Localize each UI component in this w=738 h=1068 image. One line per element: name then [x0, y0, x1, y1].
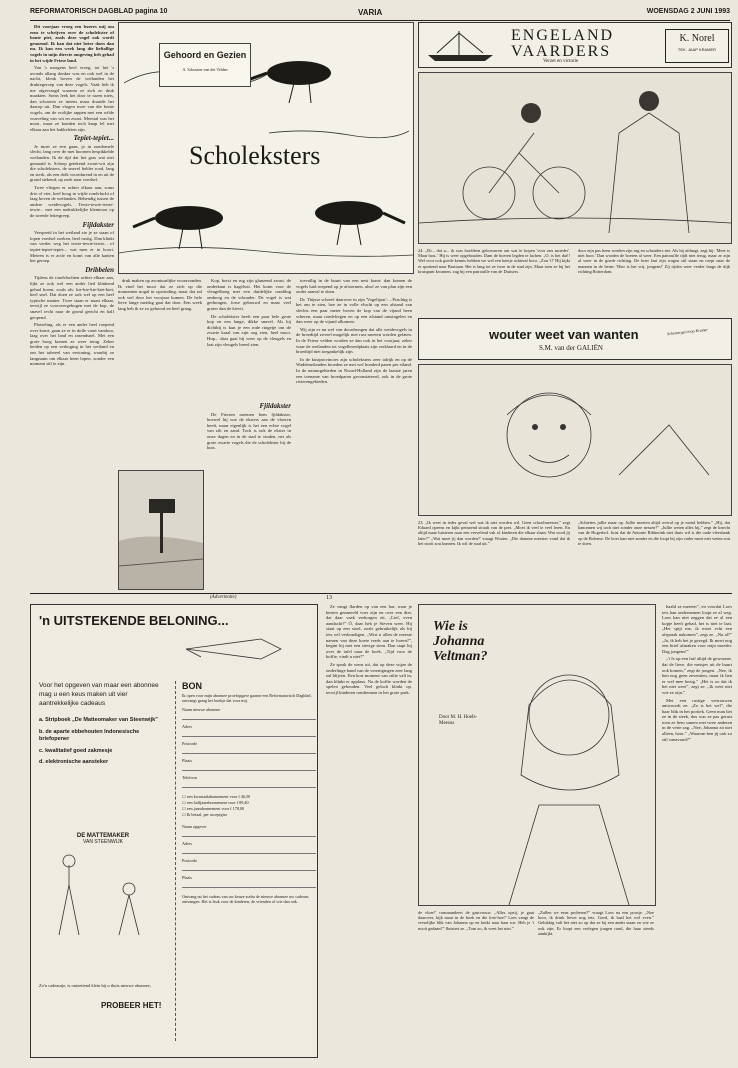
- brand-title: DE MATTEMAKER: [76, 833, 130, 839]
- advertisement: [30, 604, 318, 1058]
- boy-drawing: [419, 365, 731, 515]
- section-title: VARIA: [358, 8, 383, 17]
- sign-photo: [119, 471, 203, 589]
- subheading: Tepiet-tepiet...: [73, 134, 114, 143]
- story-paragraph: Ze vangt flarden op van een bar, waar je besten gezaneeld voer zijn en over een dier, dat daar vaak verborgen zit. „Lief, even aandacht?” Ó, daar heb je Steven weer. Hij staat op een stoel, zoals gebruikelijk als hij iets wil verkondigen. „Wist u allen de meeste namen van deze koeie reeds aan te horen?”, begint hij met een stevige stem. Dan stapt hij over de tafel naar de hoek. „Tijd voor de koffie, vindt u niet?”: [326, 604, 412, 660]
- coupon-field-label: Adres: [182, 724, 193, 729]
- article-column-mid-d: [296, 278, 412, 588]
- ad-item: c. kwalitatief goed zakmesje: [39, 747, 113, 754]
- comic-panel: [418, 72, 732, 244]
- ad-intro: Voor het opgeven van maar een abonnee mag u een keus maken uit vier aantrekkelijke cadeaus: [39, 682, 159, 707]
- serial-title: Veltman?: [433, 649, 488, 664]
- story-paragraph: „'t Is op een fuif altijd de gewoonte, dat de lieve, die meisjes uit de buurt ook komen,” zegt de jongen. „Nee, ik ben nog geen zeventien, maar ik ben er wel mee bezig.” „Het is zo dat ik het niet weet”, zegt ze. „Ik weet niet wie ze zijn.”: [662, 656, 732, 695]
- column-byline: A. Schouten-van der Velden: [182, 67, 228, 72]
- comic-engelandvaarders: [418, 22, 732, 312]
- article-intro: Dit voorjaar vroeg een lezeres mij om eens te schrijven over de scholekster of bonte piet, zoals deze vogel ook wordt genoemd. Ik kan dat niet beter doen dan nu. Ik kan een week lang die lieftallige vogels in mijn directe omgeving heb gehad in het wijde Friese land.: [30, 24, 114, 63]
- coupon: [175, 681, 316, 1041]
- serial-illustration: [418, 604, 656, 906]
- serial-title: Johanna: [433, 634, 485, 649]
- article-column-left: [30, 24, 114, 589]
- comic-author: S.M. van der GALIËN: [539, 344, 603, 352]
- page-header: [30, 6, 730, 21]
- article-paragraph: Je moet ze een gaan, ja in zondomele slecht, lang over de met hoornen hespikkelde weilanden. Ik de tijd dat het gras wat niet gemaaid is. Scherp getekend zwart-wit zijn die scholeksters, de snavel helder rood, lang en sterk, als een dolk voortdurend in en uit de grond stekend, op zoek naar voedsel.: [30, 143, 114, 183]
- coupon-field-label: Naam opgever: [182, 824, 207, 829]
- ad-footer: Zo'n cadeautje, is ontzettend klein bij u thuis nieuwe abonnee,: [39, 983, 151, 988]
- comic-caption-left: 24. „Di... dat u... ik was hoefdens geboeuwen om wat te kopen 'voor ons moeder'. Maar hou..' Hij is weer opgehouden. Dam de boeren legden te lachen. „O, is het dat!! Wel voor ook goede kennis hebben we wel een beetje achteraf hoor. „Zou 't?' Hij kijkt er spottend naar Bastiaan. Het is lang tot ze twee in de stad zijn. Maar toen ze bij het kruispunt kwamen, zag hij een patrouille van de Duitsers.: [418, 248, 570, 274]
- knife-icon: [181, 629, 291, 669]
- option-label: een kwartaalabonnement voor f 46,50: [186, 794, 251, 799]
- subscription-options: [182, 794, 316, 818]
- serial-title: Wie is: [433, 619, 468, 634]
- comic-banner: [418, 318, 732, 360]
- article-paragraph: Kop, borst en rug zijn glanzend zwart, de onderkant is hagelwit. Het komt voor de vleugelboeg met een duidelijke rondilng omhoog en de schouder. De vogel is wat gedrongen, forse gebouwd en maar veel groter dan de kievit.: [207, 278, 291, 311]
- subheading: Dribbelen: [85, 265, 114, 274]
- comic-wouter: [418, 318, 732, 588]
- author-box: [665, 29, 729, 63]
- section-divider: [30, 593, 732, 594]
- subheading: Fjildakster: [259, 402, 291, 410]
- serial-text-right: „Zullen we eens proberen?” vraagt Loes na een poosje. „Nee hoor, ik drink liever nog iets. Goed, ik haal het wel even.” Gelukkig valt het niet zo op dat ze bij een ander staan en wie ze ook zijn. Er loopt een verlegen jongen rond, die haar steeds aankijkt.: [538, 910, 654, 936]
- serial-text-left: de vloer!' commandeert de gastvrouw. „Alles opzij, je gaat daarover, kijk maar in de hoek en die foto-hoe?' Loes vangt de vreselijke blik van Johanna op en knikt naar haar toe. Heb je 't nooit gedaan?” fluistert ze. „Tom zo, ik weet het niet.”: [418, 910, 534, 931]
- address-field[interactable]: [182, 729, 316, 737]
- article-paragraph: Verspreid in het weiland zie je ze staan of lopen voedsel zoeken, heel rustig. Dan klinkt van verder weg het tewie-tewie-tewie... of tepiet-tepiet-tepiet... wat men er in hoort. Meteen is er actie en komt van alle kanten het geroep.: [30, 230, 114, 264]
- article-paragraph: Van 's morgens heel vroeg, tot het 's avonds allang donker was en ook wel in de nacht, klonk boven de weilanden het druktegeroep van deze vogels. Vaak heb ik me afgevraagd waarom ze zich zo druk maakten. Soms leek het door te razen niets, dan schooten ze ineens maar draaide het daarop uit. Dan vlogen twee van die bonte vogels, om de vrolijke rappen met een wilde wurveling van wit en zwart. Meestal was het mooi, maar ze konden toch knap lel met elkaar aan het bakkeleien zijn.: [30, 65, 114, 132]
- story-paragraph: haald ze meteen”, en voordat Loes iets kan ondernemen loopt ze al weg. Loes kan niet zeggen dat ze al een kopje heeft gehad, het is niet te laat. „Het spijt me, ik moet echt een afspraak nakomen”, zegt ze. „Nu al?” „Ja, ik heb het je gezegd. Ik moet nog een brief afmaken voor mijn moeder. Dag jongens!”: [662, 604, 732, 654]
- coupon-footer: Ontvang nu het cadeau van uw keuze zodra de nieuwe abonnee uw cadeaus ontvangen. Het is leuk voor de kinderen, de vrienden of wie dan ook.: [182, 894, 309, 904]
- article-column-mid-a: [118, 278, 202, 468]
- comic-title: VAARDERS: [511, 43, 612, 60]
- column-title: Gehoord en Gezien: [163, 50, 247, 60]
- option-label: Ik betaal, per acceptgiro: [186, 812, 228, 817]
- option-checkbox[interactable]: ☐ een kwartaalabonnement voor f 46,50: [182, 794, 251, 799]
- option-label: een jaarabonnement voor f 178,00: [186, 806, 245, 811]
- story-paragraph: Ze sprak de wens uit, dat op deze wijze de onderlinge band van de verenigingen zeer lang zal blijven. Een kort moment van stilte valt in, dan klinkt er applaus. Na de koffie worden de spelen gehouden. Veel gelach klinkt op, terwijl kinderen rondrennen in het grote park.: [326, 661, 412, 695]
- ad-cta[interactable]: PROBEER HET!: [101, 1001, 162, 1010]
- comic-banner: [418, 22, 732, 68]
- ad-item: d. elektronische aansteker: [39, 759, 109, 765]
- option-checkbox[interactable]: ☐ Ik betaal, per acceptgiro: [182, 812, 228, 817]
- ad-item: b. de aparte ebbehouten Indonesische briefopener: [39, 728, 140, 742]
- sender-city-field[interactable]: [182, 880, 316, 888]
- ad-item: a. Stripboek „De Matteomaker van Steenwijk”: [39, 717, 158, 723]
- scholeksters-illustration: [118, 22, 414, 274]
- subheading: Fijldakster: [82, 220, 114, 229]
- signpost-text: Schemergen loop Kramer: [666, 326, 709, 337]
- serial-author: Door M. H. Hoefs-Meesus: [439, 715, 478, 726]
- oystercatcher-icon: [245, 61, 331, 103]
- article-paragraph: Wij zijn er nu wel van doordrongen dat alle weidevogels in de broedtijd zoveel mogelijk met rust moeten worden gelaten. In de Friese velden worden ze dan ook in het voorjaar, zeker waar de weilanden tot vogelbroedplaats zijn verklaard en in de broedtijd niet toegankelijk zijn.: [296, 326, 412, 355]
- issue-date: WOENSDAG 2 JUNI 1993: [646, 8, 730, 15]
- oystercatcher-icon: [315, 201, 405, 245]
- comic-caption-right: „Schiettes jullie maar op. Jullie moeten altijd overal op je mond hebben.” „Hij, dat kanonnen wij toch niet zonder onze nessen?” „Jullie weten alles bij,” zegt de knecht van de Hogerhof. Juist dat de Antonie Ribberink niet thuis wil is die oude vleesbank op de Bolense. De boer kan niet zonder en die loopt bij zijn vader moet niet weten wat te doen.: [578, 520, 730, 546]
- sender-postcode-field[interactable]: [182, 863, 316, 871]
- coupon-field-label: Telefoon: [182, 775, 197, 780]
- comic-panel: [418, 364, 732, 516]
- article-paragraph: druk maken op avontuurlijke vooravonden. Ik vind het mooi dat ze zich op die momenten nogal in opwinding, maar dat zal ook wel door het voorjaar komen. De hele lieve lange meidag gaat dat door. Een week lang heb ik ze zo gehoord en heel graag.: [118, 278, 202, 311]
- serial-johanna: [418, 604, 656, 1056]
- grass-line: [119, 247, 413, 256]
- grass-line: [269, 131, 409, 138]
- comic-caption-right: door zijn pas heen worden zijn rug en schouders net. Als hij afdaagt, zegt hij: 'Meer is niet hoor.' Dan worden de boeren al weer. Een patrouille rijdt niet terug, maar ze zijn al weer in de goede richting. De boer laat zijn wagen stil staan en roept naar de mannen in de berm: 'Hier is het vrij, jongens!' Zij rijden weer verder langs de dijk richting Rotterdam.: [578, 248, 730, 274]
- brand-subtitle: VAN STEENWIJK: [83, 839, 123, 845]
- oystercatcher-icon: [133, 206, 223, 249]
- comic-title: ENGELAND: [511, 27, 615, 44]
- advert-label: (Advertentie): [210, 595, 237, 600]
- serial-column-right: [662, 604, 732, 1056]
- sender-name-field[interactable]: [182, 829, 316, 837]
- option-checkbox[interactable]: ☐ een jaarabonnement voor f 178,00: [182, 806, 245, 811]
- article-paragraph: De scholekster heeft een paar hele grote kop en een lange, dikke snavel. Als hij dichtbij is kun je een rode ringetje om de zwarte kraal van zijn oog zien, heel mooi. Hup... daar gaat hij weer op de vleugels en laat zijn vleugels breed zien.: [207, 313, 291, 347]
- coupon-text: Ik open voor mijn abonnee proefopgave gaarne een Reformatorisch Dagblad, ontvangt graag het boekje dat voor mij.: [182, 693, 312, 703]
- sender-address-field[interactable]: [182, 846, 316, 854]
- name-field[interactable]: [182, 712, 316, 720]
- article-paragraph: Plotseling, als er een ander heel roepend over komt, gaan ze er in dolle vaart vandoor, laag over het land en razendsnel. Met een grote boog komen ze weer terug. Zeker beiden op een verhoging in het weiland en om het tafereel van vertoning, waarbij ze langzaam om elkaar heen lopen, zonder een moment stil te zijn.: [30, 322, 114, 367]
- article-column-mid-c: [207, 400, 291, 580]
- figures-drawing: [39, 845, 167, 945]
- article-paragraph: In de kustprovincies zijn scholeksters zeer talrijk en op de Waddeneilanden broeden ze met wel honderd paren per eiland. In de natuurgebieden in Noord-Holland zijn de laatste jaren een toename van broedparen geconstateerd, ook in de grote rivierengebieden.: [296, 356, 412, 385]
- coupon-title: BON: [182, 681, 202, 691]
- article-paragraph: De Friezen noemen hem fjildakster, hoewel hij wat de eksters aan de vloeren heeft, maar eigenlijk is het een echte vogel van zilt en zand. Toch is ook de ekster in onze dagen en in de stad te vinden, net als grote zwarte vogels die de scholekster bij de kust.: [207, 411, 291, 451]
- coupon-field-label: Naam nieuwe abonnee: [182, 707, 221, 712]
- article-paragraph: Twee vliegen er achter elkaar aan, soms drie of vier, heel hoog in wijde rondvlucht of laag boven de weilanden. Behendig tussen de andere weidevogels. Tewie-tewie-tewie-tewie... met een nadrukkelijke klemtoon op de tweede lettergreep.: [30, 185, 114, 218]
- ad-items: [39, 717, 169, 767]
- option-checkbox[interactable]: ☐ een halfjaarabonnement voor f 89,40: [182, 800, 249, 805]
- serial-title-box: [433, 619, 503, 664]
- article-headline: Scholeksters: [189, 141, 321, 170]
- phone-field[interactable]: [182, 780, 316, 788]
- article-paragraph: Dr. Thijsse schreef daarover in zijn 'Vogelijaar': ...Prachtig is het om te zien, hoe ze in volle vlucht op een afstand van slechts een paar meter boven de kop van de vijand heen scheren, maar rondvliegen en op een afstand omsingelen en dan weer op de vijand afkomen.: [296, 296, 412, 325]
- page-number: 13: [326, 595, 332, 601]
- coupon-field-label: Postcode: [182, 741, 198, 746]
- coupon-field-label: Plaats: [182, 875, 193, 880]
- article-paragraph: toevallig in de buurt van een nest komt: dan komen de vogels luid roepend op je afstormen, alsof ze van plan zijn een ouder aanval te doen.: [296, 278, 412, 295]
- comic-subtitle: Verzet en victorie: [543, 59, 579, 64]
- coupon-field-label: Postcode: [182, 858, 198, 863]
- cyclists-drawing: [419, 73, 731, 243]
- comic-author: K. Norel: [679, 33, 715, 44]
- comic-cover: [39, 833, 167, 963]
- option-label: een halfjaarabonnement voor f 89,40: [186, 800, 249, 805]
- ship-icon: [423, 27, 503, 63]
- column-badge: [159, 43, 251, 87]
- postcode-field[interactable]: [182, 746, 316, 754]
- meadow-photo: [118, 470, 204, 590]
- coupon-field-label: Adres: [182, 841, 193, 846]
- story-paragraph: Met een rustige vertrouwen antwoordt ze: „Zo is het wel”, die haar blik in het portiek. Geen man liet ze in de steek, dus was ze pas gerust toen ze hem samen met twee anderen in de verte zag. „Nee, Johanna zit niet alleen, hoor.” „Waarom ben jij ook zo stil vanavond?”: [662, 697, 732, 742]
- paper-name: REFORMATORISCH DAGBLAD pagina 10: [30, 8, 168, 15]
- comic-title: wouter weet van wanten: [489, 327, 639, 342]
- comic-illustrator: TEK. JAAP KRAMER: [677, 47, 717, 52]
- coupon-field-label: Plaats: [182, 758, 193, 763]
- city-field[interactable]: [182, 763, 316, 771]
- comic-caption-left: 23. „Ik weet in ieder geval wel wat ik niet worden wil. Geen schoolmeester,” zegt Eduard opeens en kijkt peinzend straalt van de pret. „Moet ik veel te veel leren. En altijd maar luisteren naar een vervelend vak of kinderen die elkaar slaan. Wat word jij later?” „Wat moet jij dan worden?' vraagt Wouter. „Die domme meester vond dat ik het nooit zou kunnen. Ik wil de stad uit.”: [418, 520, 570, 546]
- story-column: [326, 604, 412, 1056]
- ad-title: 'n UITSTEKENDE BELONING...: [39, 613, 229, 628]
- article-paragraph: Tijdens de rondvluchten achter elkaar aan, lijkt ze ook wel een ander lied klinkend gehad horen, zoals als: kie-kie-kie-kiet-kiet, heel snel. Dat doen ze ook wel op een heel typische manier. Twee staan er naast elkaar, terwijl ze voorovergebogen met de kop, de snavel recht naar de grond gericht en half geopend.: [30, 275, 114, 320]
